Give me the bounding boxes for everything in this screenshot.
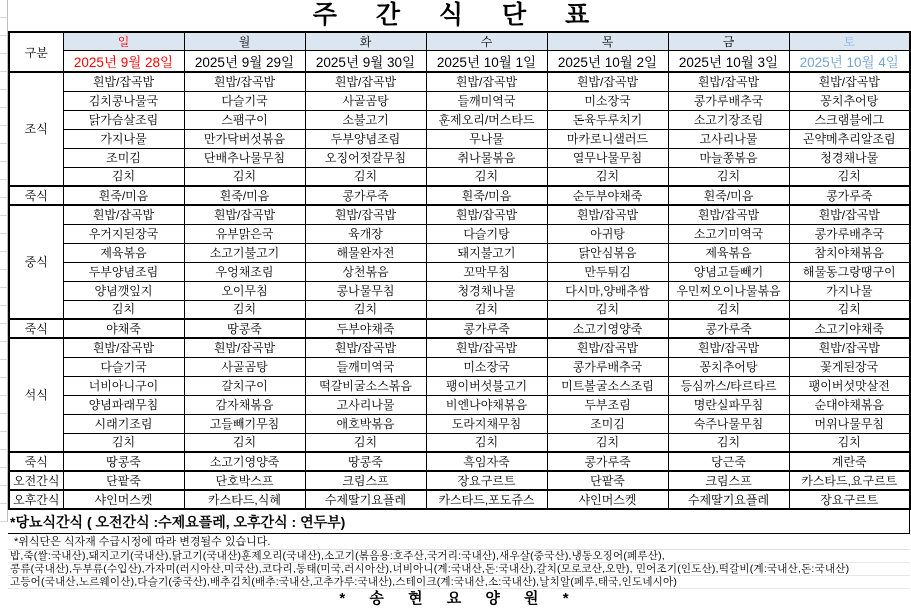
menu-cell[interactable]: 꽁치추어탕 — [668, 357, 789, 376]
menu-cell[interactable]: 단팥죽 — [63, 471, 184, 490]
menu-cell[interactable]: 흰밥/잡곡밥 — [789, 72, 910, 91]
menu-cell[interactable]: 김치 — [184, 433, 305, 452]
menu-cell[interactable]: 떡갈비굴소스볶음 — [305, 376, 426, 395]
menu-cell[interactable]: 들깨미역국 — [305, 357, 426, 376]
menu-cell[interactable]: 닭가슴살조림 — [63, 110, 184, 129]
day-header-cell[interactable]: 수 — [426, 32, 547, 51]
menu-cell[interactable]: 소고기미역국 — [668, 224, 789, 243]
menu-cell[interactable]: 김치 — [668, 300, 789, 319]
menu-cell[interactable]: 조미김 — [63, 148, 184, 167]
menu-cell[interactable]: 흰죽/미음 — [668, 186, 789, 205]
menu-cell[interactable]: 장요구르트 — [426, 471, 547, 490]
menu-cell[interactable]: 만가닥버섯볶음 — [184, 129, 305, 148]
menu-cell[interactable]: 소고기영양죽 — [547, 319, 668, 338]
menu-cell[interactable]: 두부조림 — [547, 395, 668, 414]
date-cell[interactable]: 2025년 10월 1일 — [426, 51, 547, 73]
menu-cell[interactable]: 두부야채죽 — [305, 319, 426, 338]
menu-cell[interactable]: 미소장국 — [547, 91, 668, 110]
origin-info-line[interactable]: 콩류(국내산),두부류(수입산),가자미(러시아산,미국산),코다리,동태(미국,러시아산),너비아니(계:국내산,돈:국내산),갈치(모로코산,오만), 민어조기(인도산),떡갈비(계:국내산,돈:국내산) — [8, 563, 910, 576]
menu-cell[interactable]: 흰밥/잡곡밥 — [668, 205, 789, 224]
diabetic-snack-note[interactable]: *당뇨식간식 ( 오전간식 :수제요플레, 오후간식 : 연두부) — [8, 510, 910, 534]
menu-cell[interactable]: 갈치구이 — [184, 376, 305, 395]
menu-cell[interactable]: 흰밥/잡곡밥 — [184, 205, 305, 224]
day-header-cell[interactable]: 금 — [668, 32, 789, 51]
menu-cell[interactable]: 고들빼기무침 — [184, 414, 305, 433]
menu-cell[interactable]: 땅콩죽 — [184, 319, 305, 338]
menu-cell[interactable]: 소고기불고기 — [184, 243, 305, 262]
menu-cell[interactable]: 훈제오리/머스타드 — [426, 110, 547, 129]
menu-cell[interactable]: 흰밥/잡곡밥 — [305, 72, 426, 91]
menu-table — [8, 31, 911, 510]
menu-cell[interactable]: 야채죽 — [63, 319, 184, 338]
day-header-cell[interactable]: 화 — [305, 32, 426, 51]
menu-cell[interactable]: 김치 — [789, 300, 910, 319]
menu-cell[interactable]: 김치 — [305, 167, 426, 186]
menu-cell[interactable]: 소불고기 — [305, 110, 426, 129]
menu-cell[interactable]: 들깨미역국 — [426, 91, 547, 110]
menu-cell[interactable]: 흰밥/잡곡밥 — [426, 72, 547, 91]
menu-cell[interactable]: 크림스프 — [305, 471, 426, 490]
menu-cell[interactable]: 단배추나물무침 — [184, 148, 305, 167]
menu-cell[interactable]: 카스타드,요구르트 — [789, 471, 910, 490]
menu-cell[interactable]: 단팥죽 — [547, 471, 668, 490]
menu-cell[interactable]: 미트볼굴소스조림 — [547, 376, 668, 395]
menu-cell[interactable]: 팽이버섯맛살전 — [789, 376, 910, 395]
menu-cell[interactable]: 장요구르트 — [789, 490, 910, 509]
menu-cell[interactable]: 콩가루배추국 — [547, 357, 668, 376]
menu-cell[interactable]: 김치 — [63, 167, 184, 186]
menu-cell[interactable]: 애호박볶음 — [305, 414, 426, 433]
origin-info-line[interactable]: 고등어(국내산,노르웨이산),다슬기(중국산),배추김치(배추:국내산,고추가루:국내산),스테이크(계:국내산,소:국내산),날치알(페루,태국,인도네시아) — [8, 576, 910, 589]
menu-cell[interactable]: 김치 — [668, 167, 789, 186]
menu-cell[interactable]: 흑임자죽 — [426, 452, 547, 471]
menu-cell[interactable]: 콩가루배추국 — [789, 224, 910, 243]
menu-cell[interactable]: 머위나물무침 — [789, 414, 910, 433]
menu-cell[interactable]: 양념깻잎지 — [63, 281, 184, 300]
menu-cell[interactable]: 흰밥/잡곡밥 — [668, 72, 789, 91]
menu-cell[interactable]: 참치야채볶음 — [789, 243, 910, 262]
menu-cell[interactable]: 콩가루죽 — [305, 186, 426, 205]
section-label-cell[interactable]: 오후간식 — [9, 490, 63, 509]
menu-cell[interactable]: 청경채나물 — [426, 281, 547, 300]
menu-cell[interactable]: 소고기영양죽 — [184, 452, 305, 471]
menu-cell[interactable]: 양념고들빼기 — [668, 262, 789, 281]
menu-cell[interactable]: 가지나물 — [789, 281, 910, 300]
menu-change-note[interactable]: *위식단은 식자재 수급시정에 따라 변경될수 있습니다. — [8, 534, 910, 550]
menu-cell[interactable]: 흰밥/잡곡밥 — [184, 338, 305, 357]
menu-cell[interactable]: 마카로니샐러드 — [547, 129, 668, 148]
menu-cell[interactable]: 땅콩죽 — [63, 452, 184, 471]
menu-cell[interactable]: 수제딸기요플레 — [305, 490, 426, 509]
menu-cell[interactable]: 스팸구이 — [184, 110, 305, 129]
menu-cell[interactable]: 열무나물무침 — [547, 148, 668, 167]
menu-cell[interactable]: 우엉채조림 — [184, 262, 305, 281]
menu-cell[interactable]: 돈육두루치기 — [547, 110, 668, 129]
menu-cell[interactable]: 김치 — [305, 433, 426, 452]
menu-cell[interactable]: 너비아니구이 — [63, 376, 184, 395]
menu-cell[interactable]: 청경채나물 — [789, 148, 910, 167]
menu-cell[interactable]: 양념파래무침 — [63, 395, 184, 414]
date-cell[interactable]: 2025년 10월 3일 — [668, 51, 789, 73]
menu-cell[interactable]: 마늘쫑볶음 — [668, 148, 789, 167]
menu-cell[interactable]: 흰밥/잡곡밥 — [668, 338, 789, 357]
menu-cell[interactable]: 오징어젓갈무침 — [305, 148, 426, 167]
menu-cell[interactable]: 취나물볶음 — [426, 148, 547, 167]
menu-cell[interactable]: 육개장 — [305, 224, 426, 243]
menu-cell[interactable]: 조미김 — [547, 414, 668, 433]
menu-cell[interactable]: 김치 — [547, 433, 668, 452]
menu-cell[interactable]: 김치 — [63, 300, 184, 319]
menu-cell[interactable]: 꽃게된장국 — [789, 357, 910, 376]
menu-cell[interactable]: 계란죽 — [789, 452, 910, 471]
menu-cell[interactable]: 팽이버섯불고기 — [426, 376, 547, 395]
section-label-cell[interactable]: 조식 — [9, 72, 63, 186]
menu-cell[interactable]: 숙주나물무침 — [668, 414, 789, 433]
menu-cell[interactable]: 고사리나물 — [668, 129, 789, 148]
day-header-cell[interactable]: 월 — [184, 32, 305, 51]
menu-cell[interactable]: 흰밥/잡곡밥 — [184, 72, 305, 91]
menu-cell[interactable]: 소고기장조림 — [668, 110, 789, 129]
menu-cell[interactable]: 콩가루죽 — [547, 452, 668, 471]
menu-cell[interactable]: 김치 — [426, 300, 547, 319]
menu-cell[interactable]: 아귀탕 — [547, 224, 668, 243]
menu-cell[interactable]: 스크램블에그 — [789, 110, 910, 129]
menu-cell[interactable]: 흰밥/잡곡밥 — [63, 72, 184, 91]
menu-cell[interactable]: 유부맑은국 — [184, 224, 305, 243]
menu-cell[interactable]: 김치 — [305, 300, 426, 319]
menu-cell[interactable]: 흰밥/잡곡밥 — [789, 338, 910, 357]
date-cell[interactable]: 2025년 9월 28일 — [63, 51, 184, 73]
menu-cell[interactable]: 돼지불고기 — [426, 243, 547, 262]
menu-cell[interactable]: 김치 — [184, 300, 305, 319]
menu-cell[interactable]: 해물완자전 — [305, 243, 426, 262]
menu-cell[interactable]: 소고기야채죽 — [789, 319, 910, 338]
menu-cell[interactable]: 크림스프 — [668, 471, 789, 490]
menu-cell[interactable]: 흰밥/잡곡밥 — [789, 205, 910, 224]
section-label-cell[interactable]: 석식 — [9, 338, 63, 452]
menu-cell[interactable]: 곤약메추리알조림 — [789, 129, 910, 148]
date-cell[interactable]: 2025년 10월 4일 — [789, 51, 910, 73]
section-label-cell[interactable]: 죽식 — [9, 319, 63, 338]
menu-cell[interactable]: 오이무침 — [184, 281, 305, 300]
menu-cell[interactable]: 두부양념조림 — [305, 129, 426, 148]
menu-cell[interactable]: 명란실파무침 — [668, 395, 789, 414]
menu-cell[interactable]: 흰밥/잡곡밥 — [547, 205, 668, 224]
menu-cell[interactable]: 만두튀김 — [547, 262, 668, 281]
menu-table-body — [9, 72, 910, 509]
menu-cell[interactable]: 다슬기국 — [63, 357, 184, 376]
menu-cell[interactable]: 카스타드,포도쥬스 — [426, 490, 547, 509]
menu-cell[interactable]: 다슬기국 — [184, 91, 305, 110]
menu-cell[interactable]: 꼬막무침 — [426, 262, 547, 281]
date-cell[interactable]: 2025년 10월 2일 — [547, 51, 668, 73]
menu-cell[interactable]: 흰밥/잡곡밥 — [426, 205, 547, 224]
day-header-cell[interactable]: 목 — [547, 32, 668, 51]
section-label-cell[interactable]: 죽식 — [9, 452, 63, 471]
menu-cell[interactable]: 흰밥/잡곡밥 — [547, 72, 668, 91]
menu-cell[interactable]: 흰죽/미음 — [63, 186, 184, 205]
menu-cell[interactable]: 가지나물 — [63, 129, 184, 148]
menu-cell[interactable]: 콩가루죽 — [426, 319, 547, 338]
day-header-cell[interactable]: 일 — [63, 32, 184, 51]
menu-cell[interactable]: 우거지된장국 — [63, 224, 184, 243]
menu-cell[interactable]: 순대야채볶음 — [789, 395, 910, 414]
section-label-cell[interactable]: 오전간식 — [9, 471, 63, 490]
date-cell[interactable]: 2025년 9월 29일 — [184, 51, 305, 73]
menu-cell[interactable]: 도라지채무침 — [426, 414, 547, 433]
menu-cell[interactable]: 흰죽/미음 — [184, 186, 305, 205]
menu-cell[interactable]: 제육볶음 — [668, 243, 789, 262]
menu-cell[interactable]: 김치 — [789, 433, 910, 452]
menu-cell[interactable]: 콩가루죽 — [668, 319, 789, 338]
menu-cell[interactable]: 순두부야채죽 — [547, 186, 668, 205]
menu-cell[interactable]: 콩가루죽 — [789, 186, 910, 205]
menu-cell[interactable]: 사골곰탕 — [305, 91, 426, 110]
excel-row-gutter — [0, 0, 8, 522]
menu-cell[interactable]: 김치 — [63, 433, 184, 452]
menu-cell[interactable]: 김치콩나물국 — [63, 91, 184, 110]
menu-cell[interactable]: 땅콩죽 — [305, 452, 426, 471]
menu-cell[interactable]: 상천볶음 — [305, 262, 426, 281]
menu-cell[interactable]: 흰밥/잡곡밥 — [63, 205, 184, 224]
menu-cell[interactable]: 등심까스/타르타르 — [668, 376, 789, 395]
menu-cell[interactable]: 제육볶음 — [63, 243, 184, 262]
menu-cell[interactable]: 다슬기탕 — [426, 224, 547, 243]
section-label-cell[interactable]: 죽식 — [9, 186, 63, 205]
menu-cell[interactable]: 김치 — [426, 433, 547, 452]
menu-cell[interactable]: 김치 — [547, 300, 668, 319]
footer-notes — [8, 510, 910, 609]
corner-label-cell[interactable]: 구분 — [9, 32, 63, 72]
menu-cell[interactable]: 김치 — [789, 167, 910, 186]
menu-cell[interactable]: 다시마,양배추쌈 — [547, 281, 668, 300]
menu-cell[interactable]: 사골곰탕 — [184, 357, 305, 376]
menu-cell[interactable]: 고사리나물 — [305, 395, 426, 414]
menu-cell[interactable]: 샤인머스켓 — [63, 490, 184, 509]
menu-cell[interactable]: 단호박스프 — [184, 471, 305, 490]
menu-cell[interactable]: 미소장국 — [426, 357, 547, 376]
menu-cell[interactable]: 김치 — [668, 433, 789, 452]
facility-name: * 송 현 요 양 원 * — [339, 590, 579, 607]
menu-cell[interactable]: 감자채볶음 — [184, 395, 305, 414]
menu-cell[interactable]: 무나물 — [426, 129, 547, 148]
menu-cell[interactable]: 흰밥/잡곡밥 — [63, 338, 184, 357]
menu-cell[interactable]: 흰밥/잡곡밥 — [305, 205, 426, 224]
menu-cell[interactable]: 꽁치추어탕 — [789, 91, 910, 110]
date-cell[interactable]: 2025년 9월 30일 — [305, 51, 426, 73]
menu-cell[interactable]: 콩나물무침 — [305, 281, 426, 300]
menu-cell[interactable]: 콩가루배추국 — [668, 91, 789, 110]
menu-cell[interactable]: 흰밥/잡곡밥 — [426, 338, 547, 357]
menu-cell[interactable]: 김치 — [426, 167, 547, 186]
menu-cell[interactable]: 김치 — [547, 167, 668, 186]
menu-cell[interactable]: 당근죽 — [668, 452, 789, 471]
menu-cell[interactable]: 닭안심볶음 — [547, 243, 668, 262]
menu-table-head — [9, 32, 910, 72]
menu-cell[interactable]: 카스타드,식혜 — [184, 490, 305, 509]
menu-cell[interactable]: 김치 — [184, 167, 305, 186]
menu-cell[interactable]: 수제딸기요플레 — [668, 490, 789, 509]
section-label-cell[interactable]: 중식 — [9, 205, 63, 319]
menu-cell[interactable]: 샤인머스켓 — [547, 490, 668, 509]
origin-info-line[interactable]: 밥,죽(쌀:국내산),돼지고기(국내산),닭고기(국내산)훈제오리(국내산),소고기(볶음용:호주산,국거리:국내산),새우살(중국산),냉동오징어(페루산), — [8, 550, 910, 563]
day-header-cell[interactable]: 토 — [789, 32, 910, 51]
menu-cell[interactable]: 시래기조림 — [63, 414, 184, 433]
menu-cell[interactable]: 해물동그랑땡구이 — [789, 262, 910, 281]
menu-cell[interactable]: 우민찌오이나물볶음 — [668, 281, 789, 300]
menu-cell[interactable]: 흰밥/잡곡밥 — [305, 338, 426, 357]
menu-cell[interactable]: 비엔나야채볶음 — [426, 395, 547, 414]
menu-cell[interactable]: 두부양념조림 — [63, 262, 184, 281]
menu-cell[interactable]: 흰죽/미음 — [426, 186, 547, 205]
page-title: 주 간 식 단 표 — [312, 1, 606, 29]
menu-cell[interactable]: 흰밥/잡곡밥 — [547, 338, 668, 357]
